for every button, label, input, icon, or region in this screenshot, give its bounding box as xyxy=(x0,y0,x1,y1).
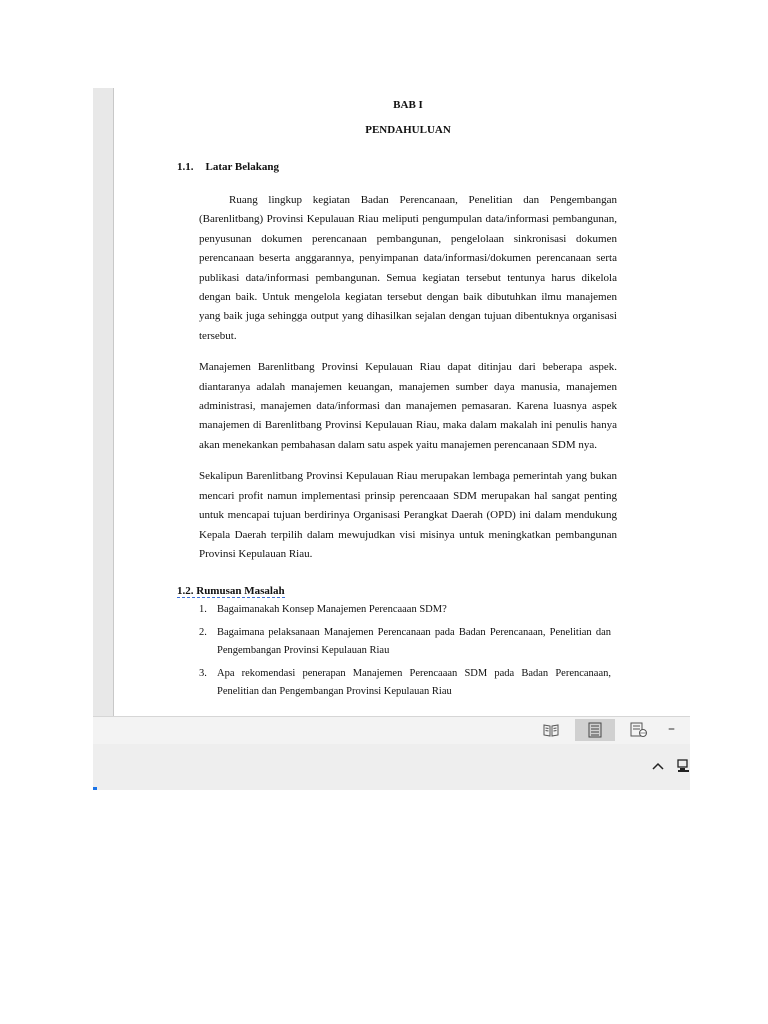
web-layout-icon xyxy=(630,722,648,738)
taskbar xyxy=(93,744,690,790)
problem-list xyxy=(199,601,617,701)
section-heading-2 xyxy=(177,585,617,597)
zoom-out-button[interactable]: – xyxy=(668,721,675,737)
corner-mark xyxy=(93,787,97,790)
document-page[interactable] xyxy=(113,88,690,716)
web-layout-button[interactable] xyxy=(619,719,659,741)
list-number: 3. xyxy=(199,668,207,680)
list-text: Bagaimana pelaksanaan Manajemen Perencanaan pada Badan Perencanaan, Penelitian dan Pengembangan Provinsi Kepulauan Riau xyxy=(217,627,611,657)
list-item xyxy=(199,665,617,701)
network-button[interactable] xyxy=(677,759,690,778)
left-margin-area xyxy=(93,88,113,716)
list-item xyxy=(199,624,617,660)
show-hidden-icons-button[interactable] xyxy=(651,758,665,776)
chapter-number: BAB I xyxy=(393,99,423,111)
chapter-title: PENDAHULUAN xyxy=(365,124,451,136)
list-number: 1. xyxy=(199,604,207,616)
print-layout-icon xyxy=(588,722,602,738)
section-2-title: 1.2. Rumusan Masalah xyxy=(177,585,285,598)
list-item xyxy=(199,601,617,619)
paragraph-2: Manajemen Barenlitbang Provinsi Kepulauan Riau dapat ditinjau dari beberapa aspek. diantaranya adalah manajemen keuangan, manajemen sumber daya manusia, manajemen administrasi, manajemen data/informasi dan manajemen pemasaran. Karena luasnya aspek manajemen di Barenlitbang Provinsi Kepulauan Riau, maka dalam makalah ini penulis hanya akan menekankan pembahasan dalam satu aspek yaitu manajemen perencanaan SDM nya. xyxy=(199,361,617,451)
list-text: Apa rekomendasi penerapan Manajemen Perencaaan SDM pada Badan Perencanaan, Penelitian dan Pengembangan Provinsi Kepulauan Riau xyxy=(217,668,611,698)
paragraph-1: Ruang lingkup kegiatan Badan Perencanaan, Penelitian dan Pengembangan (Barenlitbang) Provinsi Kepulauan Riau meliputi pengumpulan data/informasi pembangunan, penyusunan dokumen perencanaan pembangunan, pengelolaan sinkronisasi dokumen perencanaan beserta anggarannya, penyimpanan data/informasi/dokumen perencanaan serta publikasi data/informasi pembangunan. Semua kegiatan tersebut tentunya harus dikelola dengan baik. Untuk mengelola kegiatan tersebut dengan baik dibutuhkan ilmu manajemen yang baik juga sehingga output yang dihasilkan sejalan dengan tujuan dibentuknya organisasi tersebut. xyxy=(199,194,617,342)
list-text: Bagaimanakah Konsep Manajemen Perencaaan SDM? xyxy=(217,604,447,616)
read-mode-button[interactable] xyxy=(531,719,571,741)
word-window-screenshot xyxy=(93,88,690,790)
paragraph-3: Sekalipun Barenlitbang Provinsi Kepulauan Riau merupakan lembaga pemerintah yang bukan mencari profit namun implementasi prinsip perencaaan SDM merupakan hal sangat penting untuk mencapai tujuan berdirinya Organisasi Perangkat Daerah (OPD) ini dalam mendukung Kepala Daerah terpilih dalam mewujudkan visi misinya untuk meningkatkan pembangunan Provinsi Kepulauan Riau. xyxy=(199,470,617,560)
section-number: 1.1. xyxy=(177,161,194,173)
read-mode-icon xyxy=(543,723,559,737)
status-bar xyxy=(93,716,690,745)
section-heading-1 xyxy=(177,161,617,173)
document-body xyxy=(177,88,617,706)
list-number: 2. xyxy=(199,627,207,639)
section-title: Latar Belakang xyxy=(205,161,279,173)
chevron-up-icon xyxy=(651,761,665,771)
print-layout-button[interactable] xyxy=(575,719,615,741)
network-icon xyxy=(677,759,690,773)
